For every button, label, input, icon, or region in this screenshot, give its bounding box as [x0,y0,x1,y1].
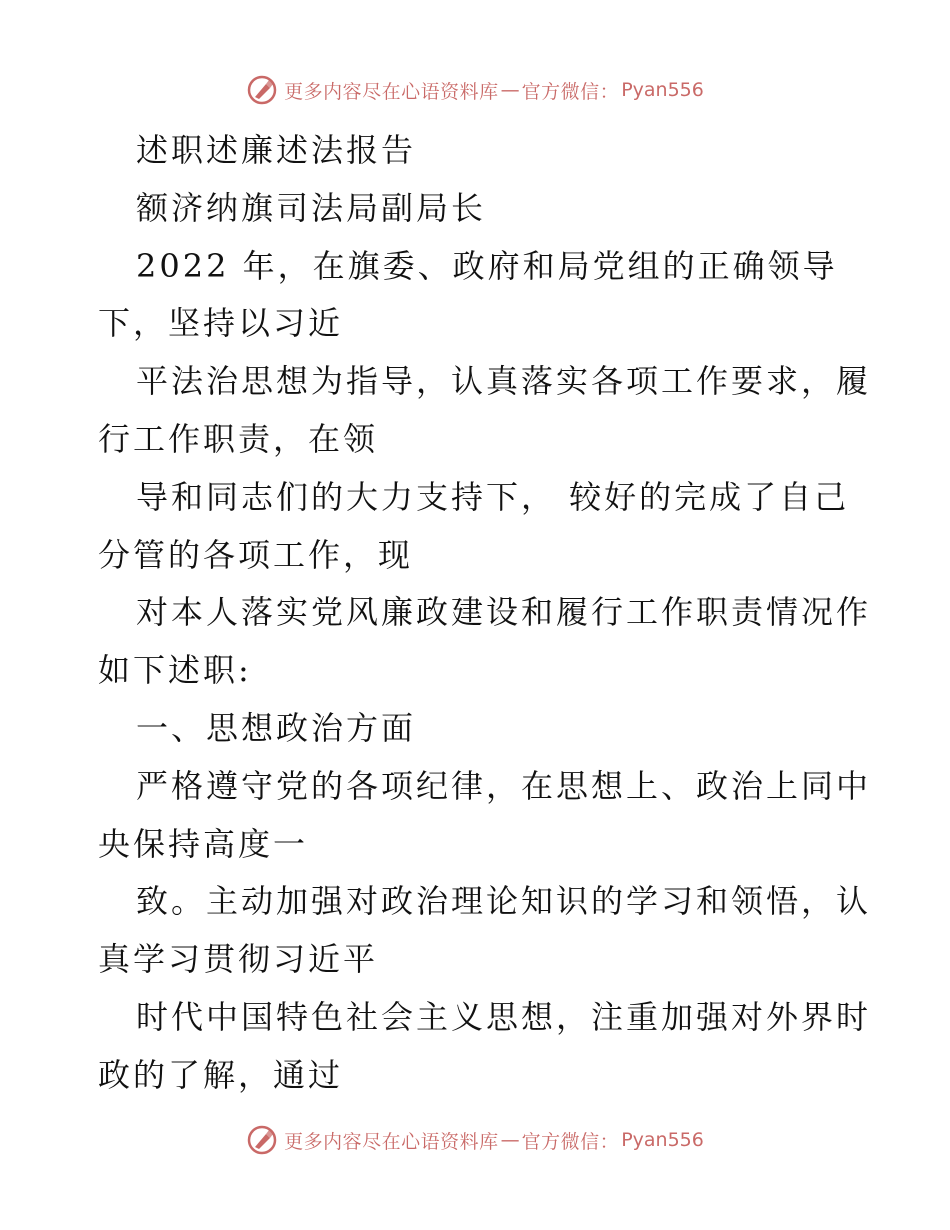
watermark-text: 更多内容尽在心语资料库 [284,1130,499,1153]
doc-title: 述职述廉述法报告 [136,131,417,169]
watermark-dash: — [500,1129,520,1151]
pen-logo-icon [246,74,278,106]
watermark-dash: — [500,79,520,101]
doc-line: 平法治思想为指导，认真落实各项工作要求，履 [136,362,872,401]
watermark-label: 官方微信： [521,1130,620,1153]
watermark-id: Pyan556 [621,79,704,101]
doc-line: 严格遵守党的各项纪律，在思想上、政治上同中 [136,766,872,805]
doc-line: 行工作职责，在领 [98,419,379,458]
footer-watermark [0,1120,950,1160]
pen-logo-icon [246,1124,278,1156]
watermark-text: 更多内容尽在心语资料库 [284,80,499,103]
doc-line: 政的了解，通过 [98,1055,344,1094]
doc-line: 下，坚持以习近 [98,304,344,343]
watermark-label: 官方微信： [521,80,620,103]
watermark-id: Pyan556 [621,1129,704,1151]
doc-line: 导和同志们的大力支持下， 较好的完成了自己 [136,477,850,516]
doc-author: 额济纳旗司法局副局长 [136,188,487,227]
doc-line: 如下述职: [98,651,252,690]
header-watermark [0,70,950,110]
doc-line: 分管的各项工作，现 [98,535,414,574]
doc-line: 致。主动加强对政治理论知识的学习和领悟，认 [136,882,872,921]
doc-line: 时代中国特色社会主义思想，注重加强对外界时 [136,997,872,1036]
doc-line: 2022 年，在旗委、政府和局党组的正确领导 [136,246,838,285]
section-heading: 一、思想政治方面 [136,708,417,747]
doc-line: 对本人落实党风廉政建设和履行工作职责情况作 [136,593,872,632]
document-body [98,122,872,1105]
doc-line: 央保持高度一 [98,824,309,863]
doc-line: 真学习贯彻习近平 [98,940,379,979]
